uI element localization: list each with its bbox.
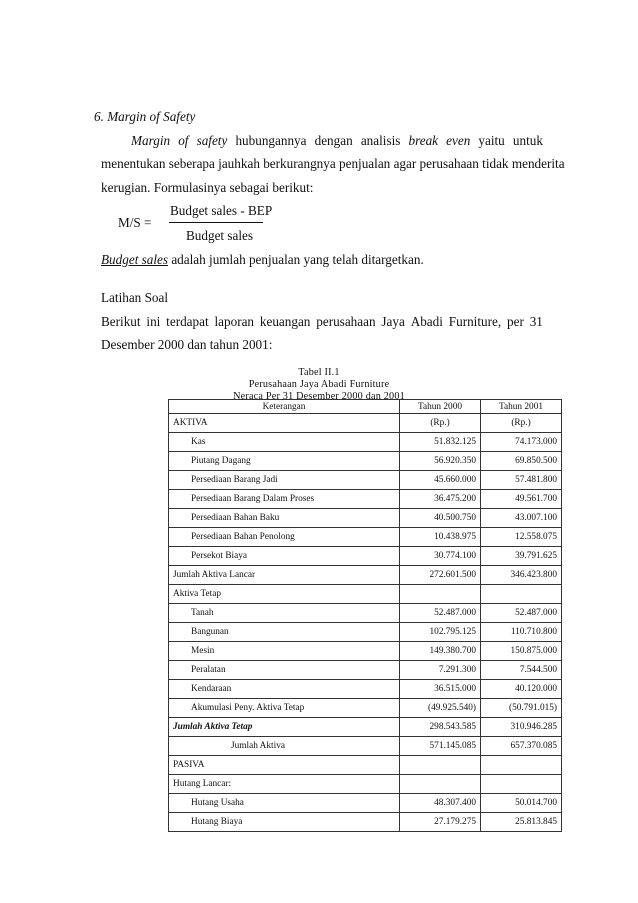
table-row (169, 452, 562, 471)
word: hubungannya (235, 133, 307, 148)
table-row (169, 585, 562, 604)
row-label: PASIVA (169, 756, 400, 775)
row-label: Mesin (169, 642, 400, 661)
value-2001: 40.120.000 (481, 680, 562, 699)
value-2000 (400, 585, 481, 604)
value-2001: (Rp.) (481, 414, 562, 433)
value-2000: 36.475.200 (400, 490, 481, 509)
table-caption-title: Tabel II.1 (298, 367, 340, 378)
value-2001: 25.813.845 (481, 813, 562, 832)
row-label: Persediaan Barang Dalam Proses (169, 490, 400, 509)
value-2000 (400, 775, 481, 794)
value-2001: 346.423.800 (481, 566, 562, 585)
word: keuangan (259, 314, 311, 329)
value-2000: 30.774.100 (400, 547, 481, 566)
fraction-bar (169, 222, 263, 223)
row-label: Jumlah Aktiva (169, 737, 400, 756)
word: Jaya (381, 314, 405, 329)
word: untuk (512, 133, 543, 148)
value-2000: 45.660.000 (400, 471, 481, 490)
paragraph-line (101, 314, 543, 330)
paragraph-line (131, 133, 543, 149)
table-row (169, 414, 562, 433)
value-2001: 12.558.075 (481, 528, 562, 547)
definition-text: adalah jumlah penjualan yang telah ditargetkan. (168, 252, 424, 267)
word: Furniture, (448, 314, 502, 329)
definition-term: Budget sales (101, 252, 169, 267)
table-row (169, 699, 562, 718)
value-2001: 7.544.500 (481, 661, 562, 680)
table-row (169, 775, 562, 794)
value-2000: 571.145.085 (400, 737, 481, 756)
value-2001: 657.370.085 (481, 737, 562, 756)
value-2001 (481, 756, 562, 775)
section-heading: 6. Margin of Safety (94, 109, 196, 124)
table-row (169, 756, 562, 775)
value-2001: 150.875.000 (481, 642, 562, 661)
value-2000: 10.438.975 (400, 528, 481, 547)
table-row (169, 509, 562, 528)
table-row (169, 718, 562, 737)
value-2001: 310.946.285 (481, 718, 562, 737)
table-row (169, 737, 562, 756)
word: Abadi (410, 314, 443, 329)
word: dengan (314, 133, 353, 148)
value-2000: (Rp.) (400, 414, 481, 433)
value-2000: 40.500.750 (400, 509, 481, 528)
word: Margin (131, 133, 171, 148)
word: ini (146, 314, 161, 329)
row-label: Akumulasi Peny. Aktiva Tetap (169, 699, 400, 718)
value-2001: 50.014.700 (481, 794, 562, 813)
word: laporan (214, 314, 255, 329)
word: 31 (529, 314, 543, 329)
value-2001: 110.710.800 (481, 623, 562, 642)
word: safety (196, 133, 228, 148)
table-row (169, 794, 562, 813)
value-2001: 39.791.625 (481, 547, 562, 566)
exercise-title: Latihan Soal (101, 290, 169, 305)
table-row (169, 642, 562, 661)
col-header-2000: Tahun 2000 (400, 400, 481, 414)
value-2001 (481, 585, 562, 604)
row-label: Persediaan Bahan Baku (169, 509, 400, 528)
paragraph-line: menentukan seberapa jauhkah berkurangnya penjualan agar perusahaan tidak menderita (101, 156, 565, 171)
formula-denominator: Budget sales (186, 228, 254, 243)
table-caption-company: Perusahaan Jaya Abadi Furniture (248, 379, 390, 390)
value-2000: 298.543.585 (400, 718, 481, 737)
table-row (169, 490, 562, 509)
row-label: Tanah (169, 604, 400, 623)
value-2000: 56.920.350 (400, 452, 481, 471)
word: of (178, 133, 189, 148)
row-label: Persekot Biaya (169, 547, 400, 566)
table-row (169, 528, 562, 547)
value-2000: 48.307.400 (400, 794, 481, 813)
row-label: Kas (169, 433, 400, 452)
value-2001: 49.561.700 (481, 490, 562, 509)
col-header-2001: Tahun 2001 (481, 400, 562, 414)
word: Berikut (101, 314, 141, 329)
table-row (169, 547, 562, 566)
formula-numerator: Budget sales - BEP (170, 203, 273, 218)
row-label: AKTIVA (169, 414, 400, 433)
table-row (169, 433, 562, 452)
value-2001: 69.850.500 (481, 452, 562, 471)
word: break (408, 133, 439, 148)
value-2000 (400, 756, 481, 775)
row-label: Jumlah Aktiva Tetap (169, 718, 400, 737)
definition-line (101, 252, 424, 268)
value-2000: 51.832.125 (400, 433, 481, 452)
value-2001: 52.487.000 (481, 604, 562, 623)
row-label: Piutang Dagang (169, 452, 400, 471)
value-2000: 36.515.000 (400, 680, 481, 699)
value-2001 (481, 775, 562, 794)
word: yaitu (478, 133, 505, 148)
row-label: Hutang Lancar: (169, 775, 400, 794)
table-row (169, 623, 562, 642)
row-label: Kendaraan (169, 680, 400, 699)
value-2001: (50.791.015) (481, 699, 562, 718)
value-2000: 149.380.700 (400, 642, 481, 661)
word: even (446, 133, 471, 148)
value-2000: 52.487.000 (400, 604, 481, 623)
table-row (169, 566, 562, 585)
row-label: Hutang Usaha (169, 794, 400, 813)
row-label: Jumlah Aktiva Lancar (169, 566, 400, 585)
table-row (169, 604, 562, 623)
table-row (169, 680, 562, 699)
word: terdapat (166, 314, 209, 329)
value-2000: 272.601.500 (400, 566, 481, 585)
table-row (169, 813, 562, 832)
value-2000: 27.179.275 (400, 813, 481, 832)
row-label: Persediaan Bahan Penolong (169, 528, 400, 547)
formula-lhs: M/S = (118, 215, 152, 230)
table-row (169, 661, 562, 680)
table-caption-period: Neraca Per 31 Desember 2000 dan 2001 (233, 391, 405, 402)
balance-sheet-table (168, 399, 562, 832)
word: perusahaan (316, 314, 376, 329)
value-2001: 43.007.100 (481, 509, 562, 528)
row-label: Bangunan (169, 623, 400, 642)
word: per (507, 314, 524, 329)
row-label: Aktiva Tetap (169, 585, 400, 604)
row-label: Hutang Biaya (169, 813, 400, 832)
row-label: Persediaan Barang Jadi (169, 471, 400, 490)
paragraph-line: Desember 2000 dan tahun 2001: (101, 337, 273, 352)
word: analisis (360, 133, 401, 148)
row-label: Peralatan (169, 661, 400, 680)
value-2000: 7.291.300 (400, 661, 481, 680)
value-2001: 74.173.000 (481, 433, 562, 452)
table-row (169, 471, 562, 490)
value-2001: 57.481.800 (481, 471, 562, 490)
value-2000: (49.925.540) (400, 699, 481, 718)
paragraph-line: kerugian. Formulasinya sebagai berikut: (101, 180, 314, 195)
col-header-keterangan: Keterangan (169, 400, 400, 414)
value-2000: 102.795.125 (400, 623, 481, 642)
